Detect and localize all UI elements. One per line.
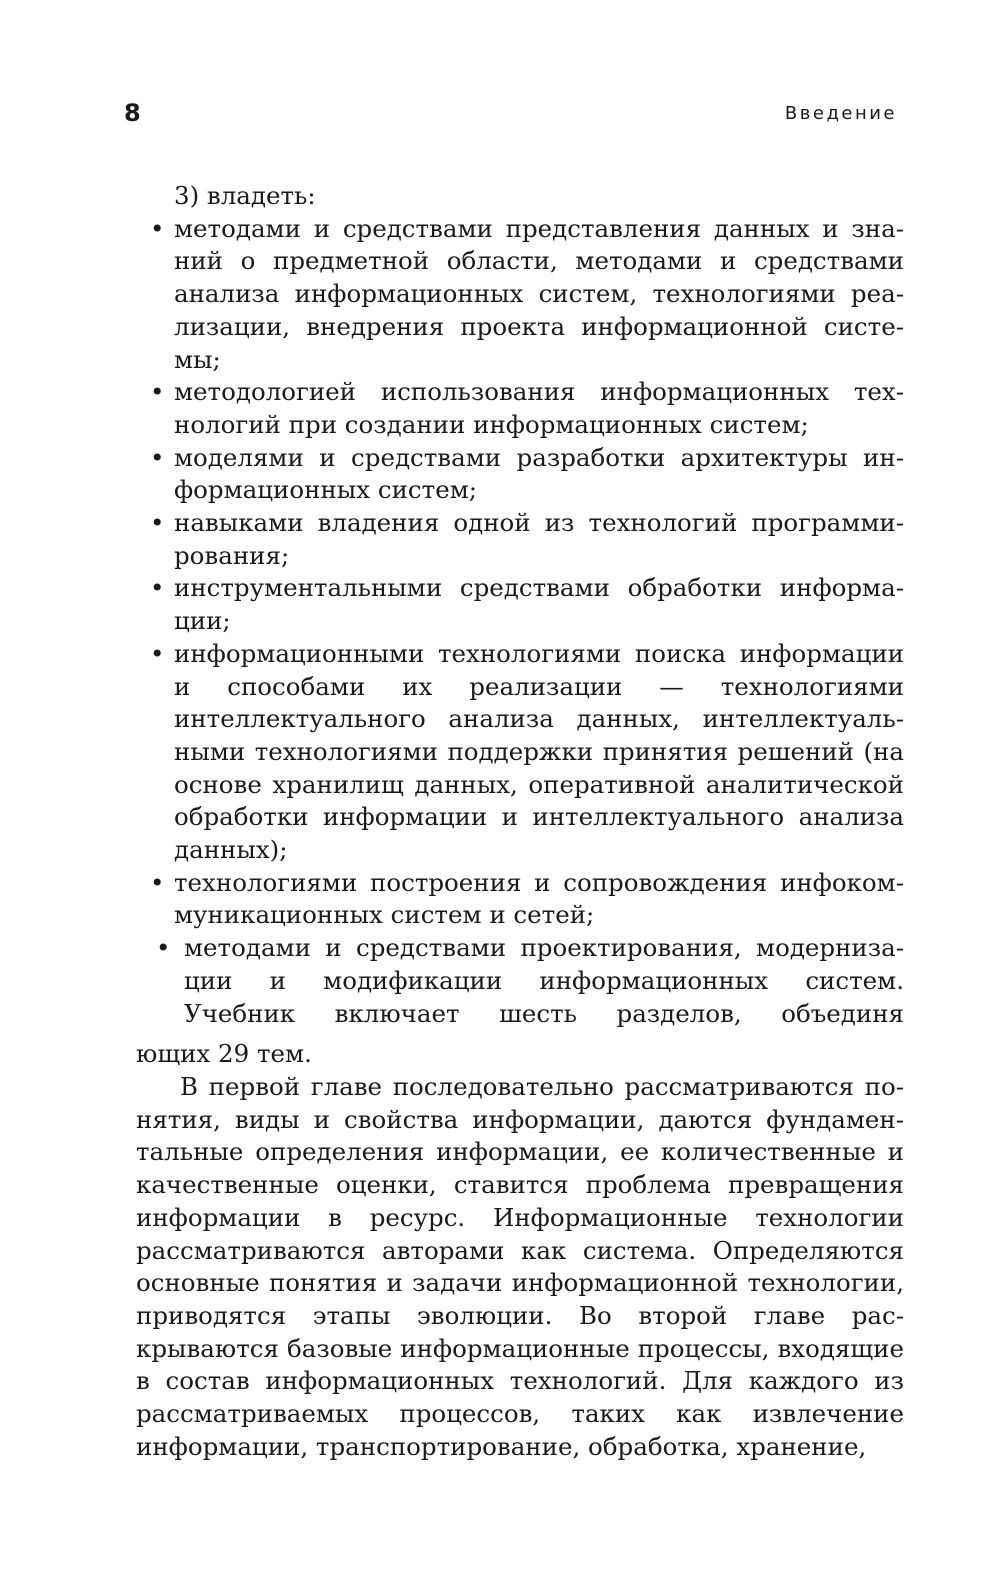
list-item-text: моделями и средствами разработки архитектуры информационных систем; <box>174 442 904 505</box>
list-intro: 3) владеть: <box>174 181 316 210</box>
list-item-text: инструментальными средствами обработки информации; <box>174 573 904 636</box>
bullet-icon: • <box>150 638 165 668</box>
list-item <box>136 442 904 507</box>
list-item-text: методами и средствами представления данных и знаний о предметной области, методами и средствами анализа информационных систем, технологиями реализации, внедрения проекта информационной системы; <box>174 213 904 374</box>
bullet-icon: • <box>150 867 165 897</box>
body-paragraph: В первой главе последовательно рассматриваются понятия, виды и свойства информации, даются фундаментальные определения информации, ее количественные и качественные оценки, ставится проблема превращения информации в ресурс. Информационные технологии рассматриваются авторами как система. Определяются основные понятия и задачи информационной технологии, приводятся этапы эволюции. Во второй главе раскрываются базовые информационные процессы, входящие в состав информационных технологий. Для каждого из рассматриваемых процессов, таких как извлечение информации, транспортирование, обработка, хранение, <box>136 1071 904 1461</box>
list-tail-text: ющих 29 тем. <box>136 1039 312 1069</box>
list-item <box>136 572 904 637</box>
list-item-text: технологиями построения и сопровождения инфокоммуникационных систем и сетей; <box>174 867 904 930</box>
page-body <box>136 180 904 1463</box>
bullet-icon: • <box>150 213 165 243</box>
list-item <box>136 638 904 867</box>
running-head: Введение <box>784 103 897 124</box>
list-item <box>136 932 904 1030</box>
list-item <box>136 507 904 572</box>
bullet-icon: • <box>150 508 165 538</box>
list-item <box>136 376 904 441</box>
skills-list <box>136 213 904 1031</box>
list-item <box>136 867 904 932</box>
bullet-icon: • <box>150 377 165 407</box>
bullet-icon: • <box>150 442 165 472</box>
list-item <box>136 213 904 377</box>
list-item-text: методами и средствами проектирования, модернизации и модификации информационных систем. Учебник включает шесть разделов, объединя <box>184 933 904 1028</box>
bullet-icon: • <box>150 573 165 603</box>
list-item-text: методологией использования информационных технологий при создании информационных систем; <box>174 377 904 439</box>
page-number: 8 <box>124 99 141 127</box>
list-item-text: информационными технологиями поиска информации и способами их реализации — технологиями интеллектуального анализа данных, интеллектуальными технологиями поддержки принятия решений (на основе хранилищ данных, оперативной аналитической обработки информации и интеллектуального анализа данных); <box>174 638 904 865</box>
list-item-text: навыками владения одной из технологий программирования; <box>174 508 904 570</box>
bullet-icon: • <box>156 933 171 963</box>
